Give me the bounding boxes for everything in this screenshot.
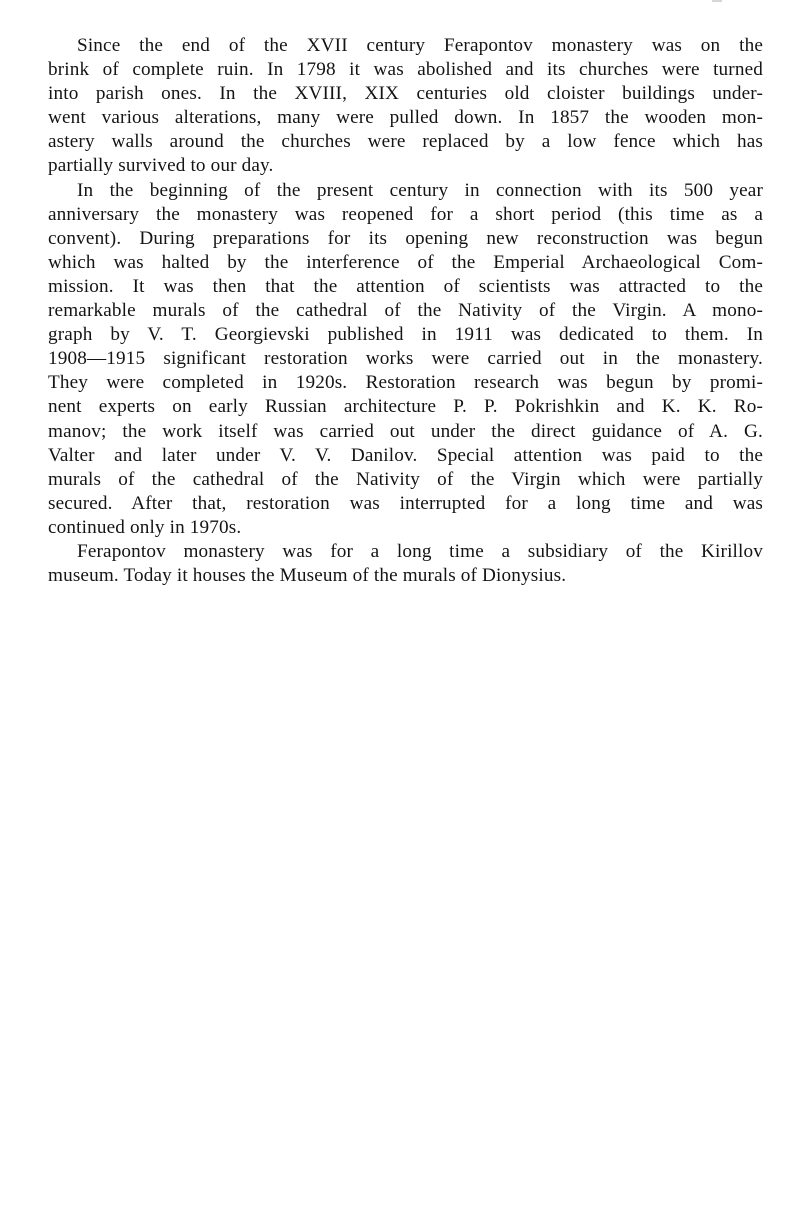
paragraph-1 xyxy=(48,34,763,179)
text-line: 1908—1915 significant restoration works were carried out in the monastery. xyxy=(48,348,763,370)
text-line: They were completed in 1920s. Restoration research was begun by promi- xyxy=(48,372,763,394)
text-line: graph by V. T. Georgievski published in 1911 was dedicated to them. In xyxy=(48,324,763,346)
text-line: which was halted by the interference of the Emperial Archaeological Com- xyxy=(48,251,763,273)
text-line: continued only in 1970s. xyxy=(48,516,242,538)
text-line: convent). During preparations for its opening new reconstruction was begun xyxy=(48,227,763,249)
text-line: brink of complete ruin. In 1798 it was abolished and its churches were turned xyxy=(48,59,763,81)
text-line: astery walls around the churches were replaced by a low fence which has xyxy=(48,131,763,153)
text-line: Valter and later under V. V. Danilov. Special attention was paid to the xyxy=(48,444,763,466)
text-line: nent experts on early Russian architecture P. P. Pokrishkin and K. K. Ro- xyxy=(48,396,763,418)
text-line: murals of the cathedral of the Nativity of the Virgin which were partially xyxy=(48,468,763,490)
body-text xyxy=(48,34,763,588)
text-line: secured. After that, restoration was interrupted for a long time and was xyxy=(48,492,763,514)
paragraph-2 xyxy=(48,179,763,540)
text-line: museum. Today it houses the Museum of the murals of Dionysius. xyxy=(48,565,567,587)
text-line: remarkable murals of the cathedral of the Nativity of the Virgin. A mono- xyxy=(48,300,763,322)
text-line: Ferapontov monastery was for a long time a subsidiary of the Kirillov xyxy=(77,540,763,562)
text-line: partially survived to our day. xyxy=(48,155,274,177)
text-line: into parish ones. In the XVIII, XIX centuries old cloister buildings under- xyxy=(48,83,763,105)
text-line: anniversary the monastery was reopened for a short period (this time as a xyxy=(48,203,763,225)
text-line: In the beginning of the present century in connection with its 500 year xyxy=(77,179,763,201)
paragraph-3 xyxy=(48,540,763,588)
text-line: manov; the work itself was carried out under the direct guidance of A. G. xyxy=(48,420,763,442)
text-line: mission. It was then that the attention of scientists was attracted to the xyxy=(48,275,763,297)
text-line: Since the end of the XVII century Ferapontov monastery was on the xyxy=(77,35,763,56)
scan-edge-mark xyxy=(712,0,722,2)
text-line: went various alterations, many were pulled down. In 1857 the wooden mon- xyxy=(48,107,763,129)
